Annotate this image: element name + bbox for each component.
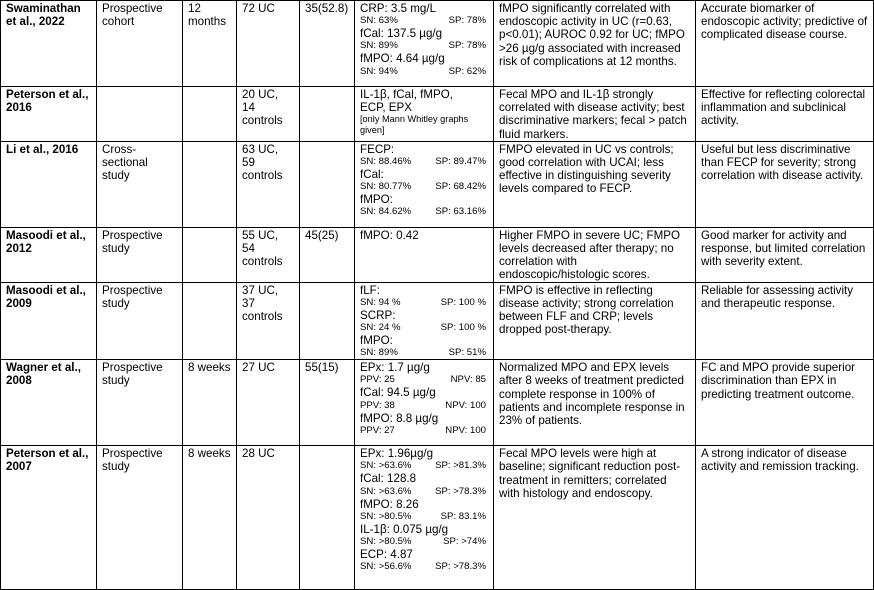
conclusion-cell — [696, 446, 874, 590]
study-cell — [1, 1, 97, 87]
design-text: Cross-sectional study — [102, 142, 148, 183]
marker-stat-right: SP: >74% — [443, 536, 486, 548]
marker-stats — [360, 561, 488, 573]
marker-line: fMPO: 8.26 — [360, 497, 419, 511]
findings-cell — [494, 141, 696, 227]
study-cell — [1, 141, 97, 227]
table-row — [1, 282, 874, 360]
conclusion-cell — [696, 87, 874, 142]
conclusion-text: A strong indicator of disease activity and remission tracking. — [701, 447, 859, 474]
marker-line: ECP, EPX — [360, 101, 412, 115]
design-text: Prospective cohort — [102, 2, 163, 29]
marker-stats — [360, 347, 488, 359]
active-cases-text: 55(15) — [305, 361, 339, 375]
table-row — [1, 141, 874, 227]
study-text: Masoodi et al., 2012 — [6, 228, 86, 256]
study-text: Li et al., 2016 — [6, 142, 79, 156]
duration-cell — [183, 87, 237, 142]
marker-stat-right: NPV: 85 — [450, 374, 486, 386]
marker-stat-left: SN: >80.5% — [360, 510, 412, 522]
marker-stat-right: NPV: 100 — [445, 424, 486, 436]
duration-text: 8 weeks — [188, 447, 231, 461]
study-cell — [1, 87, 97, 142]
design-text: Prospective study — [102, 447, 163, 474]
design-text: Prospective study — [102, 228, 163, 256]
marker-stat-right: SP: 89.47% — [435, 156, 486, 168]
conclusion-text: Effective for reflecting colorectal inflammation and subclinical activity. — [701, 88, 866, 128]
active-cases-text: 35(52.8) — [305, 2, 349, 15]
marker-stats — [360, 460, 488, 472]
marker-line: fMPO: 8.8 µg/g — [360, 411, 439, 425]
marker-stat-left: SN: >63.6% — [360, 460, 412, 472]
active-cases-cell — [300, 446, 355, 590]
marker-stat-left: SN: 84.62% — [360, 206, 412, 218]
marker-stat-right: SP: 78% — [448, 40, 486, 52]
design-text: Prospective study — [102, 361, 163, 388]
table-row — [1, 1, 874, 87]
markers-cell — [355, 446, 494, 590]
marker-line: fLF: — [360, 283, 380, 297]
marker-stats — [360, 40, 488, 52]
marker-stats — [360, 206, 488, 218]
marker-stats — [360, 156, 488, 168]
markers-cell — [355, 87, 494, 142]
duration-cell — [183, 141, 237, 227]
population-text: 63 UC, 59 controls — [242, 142, 283, 183]
population-cell — [237, 227, 300, 282]
design-cell — [97, 87, 183, 142]
findings-text: Fecal MPO levels were high at baseline; significant reduction post-treatment in remitters; correlated with histology and endoscopy. — [499, 447, 681, 500]
marker-stats — [360, 66, 488, 78]
conclusion-cell — [696, 227, 874, 282]
active-cases-cell — [300, 141, 355, 227]
marker-line: fCal: 94.5 µg/g — [360, 386, 436, 400]
marker-stat-left: SN: >80.5% — [360, 536, 412, 548]
marker-stat-left: PPV: 27 — [360, 424, 395, 436]
marker-stat-left: SN: 94% — [360, 65, 398, 77]
marker-line: ECP: 4.87 — [360, 548, 413, 562]
findings-text: Higher FMPO in severe UC; FMPO levels decreased after therapy; no correlation with endoscopic/histologic scores. — [499, 228, 681, 282]
findings-text: FMPO is effective in reflecting disease activity; strong correlation between FLF and CRP; levels dropped post-therapy. — [499, 283, 674, 337]
findings-text: fMPO significantly correlated with endoscopic activity in UC (r=0.63, p<0.01); AUROC 0.92 for UC; fMPO >26 µg/g associated with increased risk of complications at 12 months. — [499, 2, 685, 68]
population-text: 28 UC — [242, 447, 275, 461]
study-cell — [1, 282, 97, 360]
findings-cell — [494, 446, 696, 590]
design-cell — [97, 227, 183, 282]
marker-stat-left: SN: >63.6% — [360, 485, 412, 497]
marker-stat-right: SP: 63.16% — [435, 206, 486, 218]
findings-cell — [494, 227, 696, 282]
findings-cell — [494, 1, 696, 87]
population-cell — [237, 141, 300, 227]
marker-stat-right: SP: 62% — [448, 65, 486, 77]
conclusion-cell — [696, 360, 874, 446]
markers-cell — [355, 1, 494, 87]
marker-line: fCal: 128.8 — [360, 472, 417, 486]
findings-cell — [494, 360, 696, 446]
marker-stats — [360, 400, 488, 412]
markers-cell — [355, 360, 494, 446]
marker-stat-left: SN: 94 % — [360, 296, 401, 308]
findings-text: Normalized MPO and EPX levels after 8 weeks of treatment predicted complete response in 100% of patients and incomplete response in 23% of patients. — [499, 361, 685, 428]
marker-stat-left: SN: 88.46% — [360, 156, 412, 168]
marker-line: IL-1β: 0.075 µg/g — [360, 522, 449, 536]
table-row — [1, 446, 874, 590]
conclusion-text: Accurate biomarker of endoscopic activity; predictive of complicated disease course. — [701, 2, 868, 42]
population-cell — [237, 282, 300, 360]
conclusion-cell — [696, 141, 874, 227]
marker-stat-right: SP: >78.3% — [435, 485, 486, 497]
active-cases-cell — [300, 1, 355, 87]
population-text: 55 UC, 54 controls — [242, 228, 283, 269]
findings-text: FMPO elevated in UC vs controls; good correlation with UCAI; less effective in distinguishing severity levels compared to FECP. — [499, 142, 674, 196]
table-row — [1, 227, 874, 282]
duration-cell — [183, 1, 237, 87]
marker-stats — [360, 511, 488, 523]
marker-stat-left: SN: 89% — [360, 40, 398, 52]
population-text: 20 UC, 14 controls — [242, 88, 283, 128]
marker-stats — [360, 181, 488, 193]
conclusion-cell — [696, 282, 874, 360]
marker-line: fMPO: — [360, 193, 393, 207]
markers-cell — [355, 141, 494, 227]
population-text: 27 UC — [242, 361, 275, 375]
marker-line: SCRP: — [360, 308, 396, 322]
marker-stat-left: SN: 80.77% — [360, 181, 412, 193]
marker-stat-right: SP: >78.3% — [435, 561, 486, 573]
active-cases-cell — [300, 227, 355, 282]
marker-stats — [360, 536, 488, 548]
active-cases-text: 45(25) — [305, 228, 339, 242]
design-cell — [97, 282, 183, 360]
marker-line: fMPO: — [360, 334, 393, 348]
conclusion-text: FC and MPO provide superior discrimination than EPX in predicting treatment outcome. — [701, 361, 856, 401]
table-row — [1, 360, 874, 446]
marker-line: fCal: — [360, 168, 384, 182]
duration-cell — [183, 227, 237, 282]
marker-stats — [360, 322, 488, 334]
study-cell — [1, 227, 97, 282]
conclusion-text: Useful but less discriminative than FECP for severity; strong correlation with disease activity. — [701, 142, 864, 183]
marker-line: FECP: — [360, 142, 395, 156]
marker-stat-right: SP: 100 % — [440, 322, 486, 334]
findings-cell — [494, 282, 696, 360]
marker-stats — [360, 297, 488, 309]
population-text: 37 UC, 37 controls — [242, 283, 283, 324]
study-text: Peterson et al., 2007 — [6, 447, 89, 474]
table-row — [1, 87, 874, 142]
design-cell — [97, 446, 183, 590]
marker-stat-left: SN: 24 % — [360, 322, 401, 334]
table-body — [1, 1, 874, 590]
markers-cell — [355, 282, 494, 360]
conclusion-text: Reliable for assessing activity and therapeutic response. — [701, 283, 854, 310]
marker-stat-left: SN: 89% — [360, 347, 398, 359]
marker-line: EPx: 1.7 µg/g — [360, 361, 430, 375]
active-cases-cell — [300, 282, 355, 360]
population-text: 72 UC — [242, 2, 275, 15]
active-cases-cell — [300, 360, 355, 446]
markers-cell — [355, 227, 494, 282]
marker-stats — [360, 486, 488, 498]
marker-stat-right: SP: >81.3% — [435, 460, 486, 472]
marker-stats — [360, 374, 488, 386]
marker-line: EPx: 1.96µg/g — [360, 447, 434, 461]
marker-line: IL-1β, fCal, fMPO, — [360, 88, 453, 101]
findings-text: Fecal MPO and IL-1β strongly correlated with disease activity; best discriminative markers; fecal > patch fluid markers. — [499, 88, 687, 141]
marker-stat-left: PPV: 25 — [360, 374, 395, 386]
marker-stat-right: SP: 68.42% — [435, 181, 486, 193]
study-text: Swaminathan et al., 2022 — [6, 2, 81, 29]
study-text: Peterson et al., 2016 — [6, 88, 89, 115]
marker-stats — [360, 425, 488, 437]
marker-stat-right: NPV: 100 — [445, 399, 486, 411]
marker-stat-left: PPV: 38 — [360, 399, 395, 411]
population-cell — [237, 360, 300, 446]
duration-text: 12 months — [188, 2, 227, 29]
marker-stat-left: SN: 63% — [360, 15, 398, 27]
design-cell — [97, 1, 183, 87]
study-text: Wagner et al., 2008 — [6, 361, 81, 388]
population-cell — [237, 87, 300, 142]
marker-line: fCal: 137.5 µg/g — [360, 27, 443, 41]
marker-note: [only Mann Whitley graphs given] — [360, 114, 469, 136]
marker-stat-right: SP: 51% — [448, 347, 486, 359]
duration-cell — [183, 282, 237, 360]
conclusion-cell — [696, 1, 874, 87]
findings-cell — [494, 87, 696, 142]
marker-stat-right: SP: 100 % — [440, 296, 486, 308]
population-cell — [237, 1, 300, 87]
study-cell — [1, 446, 97, 590]
marker-stat-right: SP: 78% — [448, 15, 486, 27]
marker-line: CRP: 3.5 mg/L — [360, 2, 437, 15]
design-cell — [97, 141, 183, 227]
study-text: Masoodi et al., 2009 — [6, 283, 86, 310]
duration-text: 8 weeks — [188, 361, 231, 375]
duration-cell — [183, 360, 237, 446]
marker-stats — [360, 15, 488, 27]
marker-stat-left: SN: >56.6% — [360, 561, 412, 573]
marker-line: fMPO: 4.64 µg/g — [360, 52, 445, 66]
marker-stat-right: SP: 83.1% — [440, 510, 486, 522]
design-cell — [97, 360, 183, 446]
active-cases-cell — [300, 87, 355, 142]
duration-cell — [183, 446, 237, 590]
design-text: Prospective study — [102, 283, 163, 310]
population-cell — [237, 446, 300, 590]
study-cell — [1, 360, 97, 446]
marker-line: fMPO: 0.42 — [360, 228, 419, 242]
conclusion-text: Good marker for activity and response, but limited correlation with severity extent. — [701, 228, 866, 269]
